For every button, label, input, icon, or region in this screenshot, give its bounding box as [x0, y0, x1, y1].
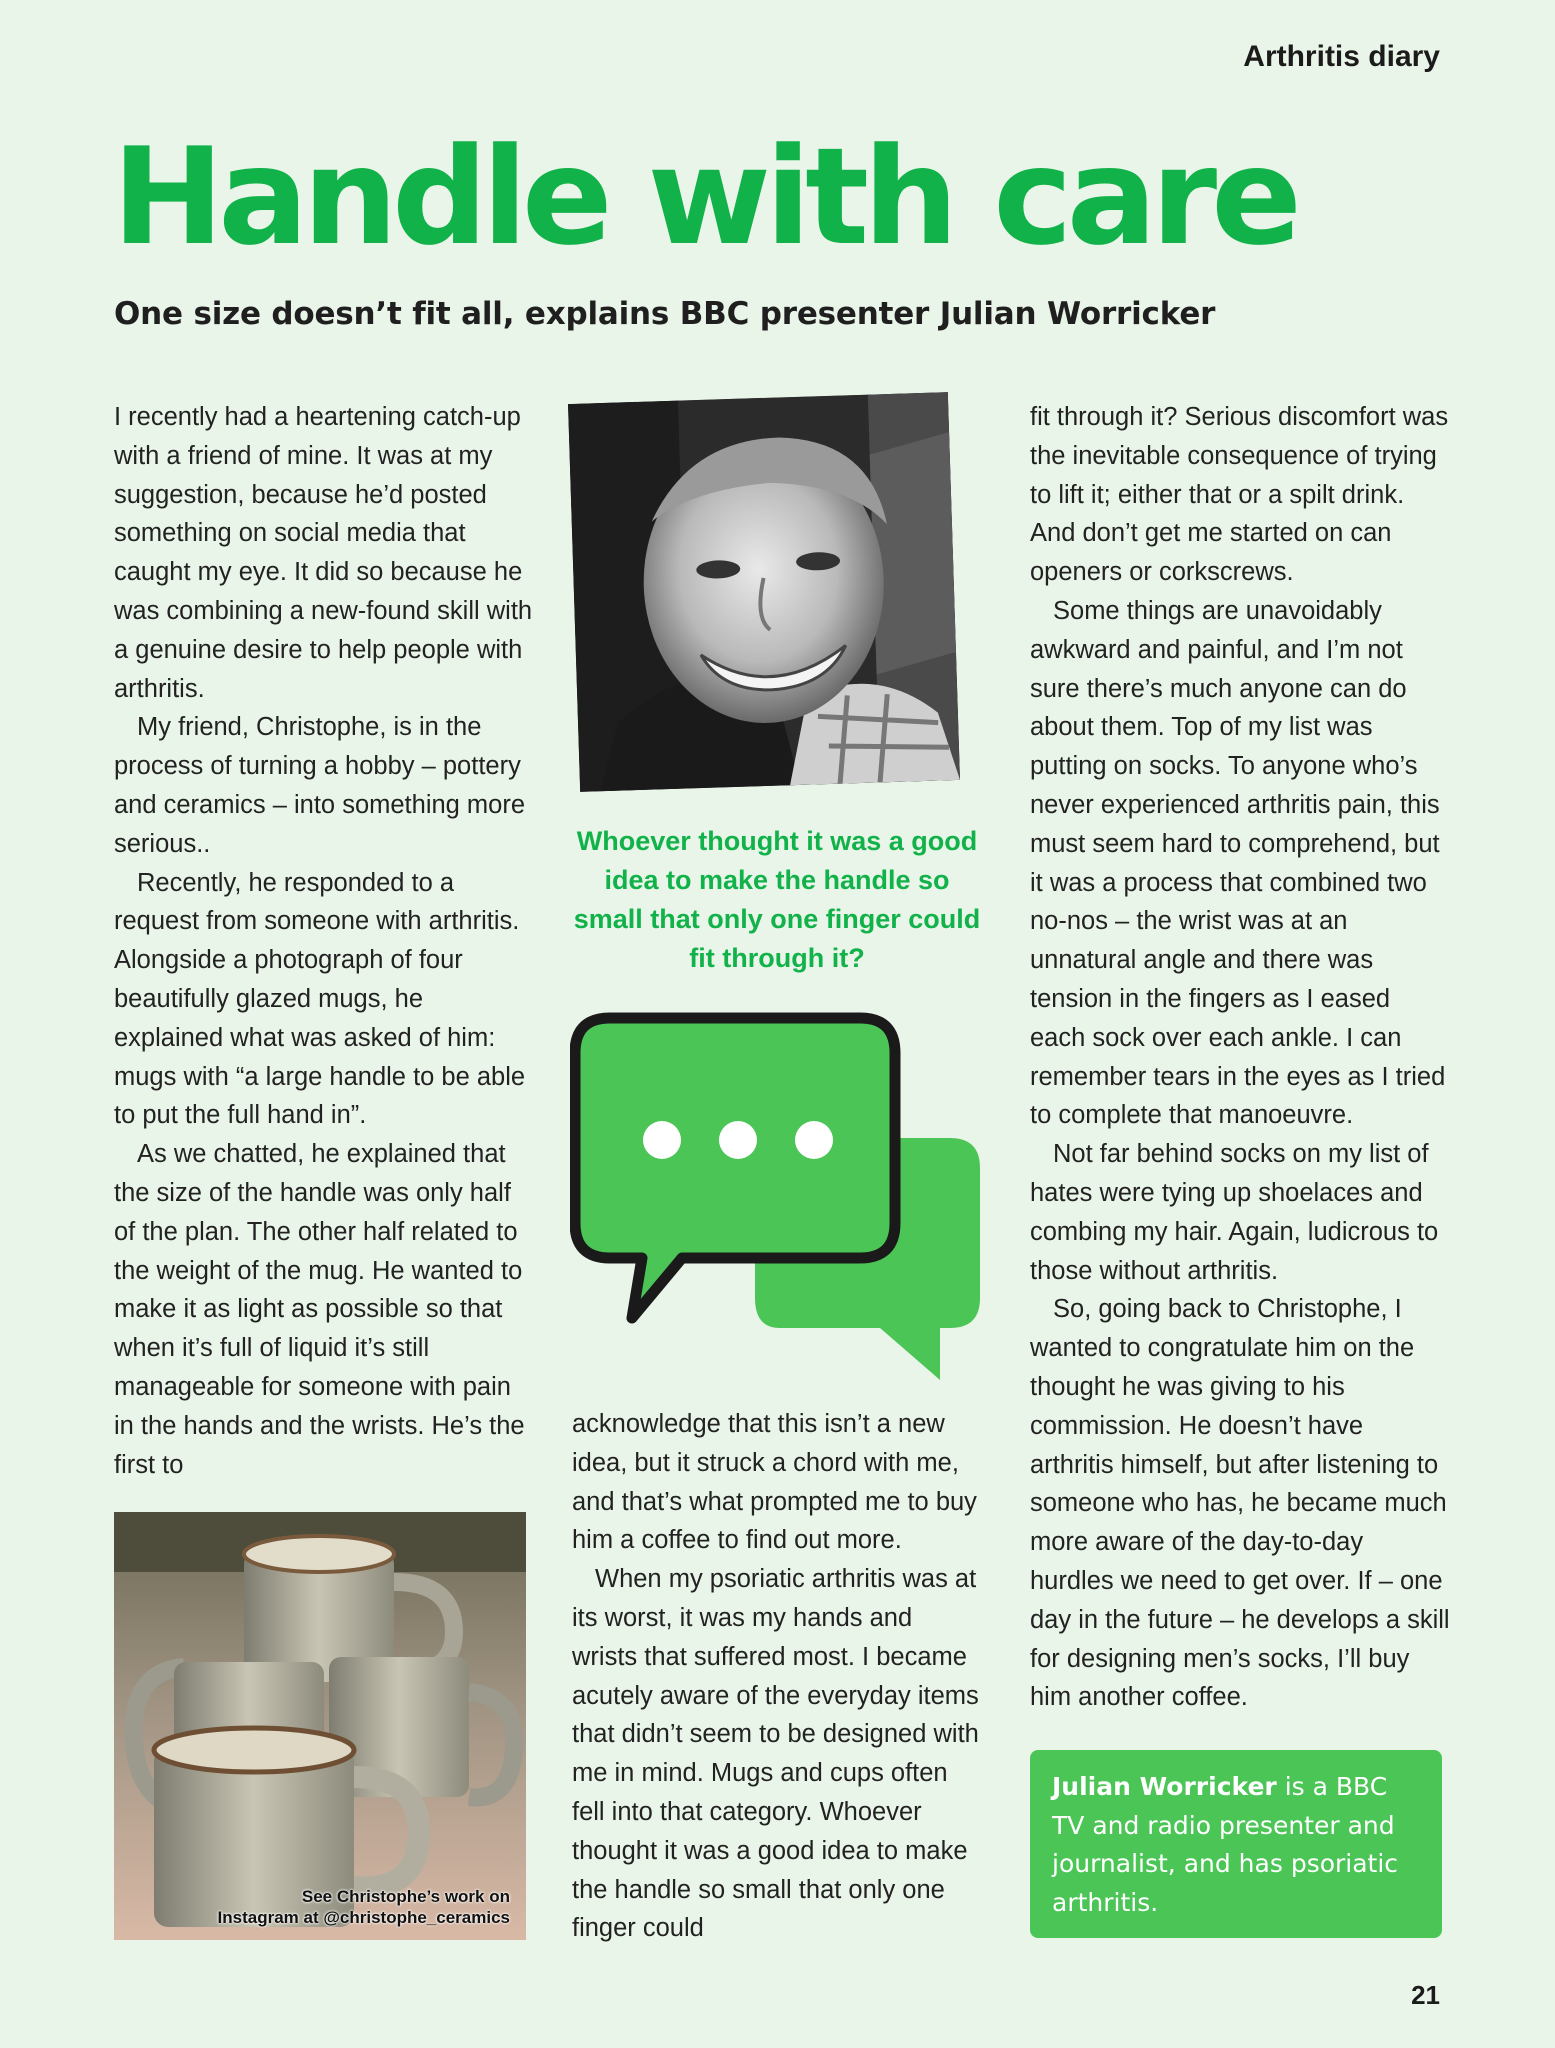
article-column-1: [114, 398, 534, 1484]
portrait-image: [568, 392, 960, 792]
section-label: Arthritis diary: [1243, 40, 1440, 73]
article-column-3: [1030, 398, 1450, 1717]
paragraph: acknowledge that this isn’t a new idea, but it struck a chord with me, and that’s what prompted me to buy him a coffee to find out more.: [572, 1410, 977, 1555]
paragraph: Some things are unavoidably awkward and painful, and I’m not sure there’s much anyone can do about them. Top of my list was putting on socks. To anyone who’s never experienced arthritis pain, this must seem hard to comprehend, but it was a process that combined two no-nos – the wrist was at an unnatural angle and there was tension in the fingers as I eased each sock over each ankle. I can remember tears in the eyes as I tried to complete that manoeuvre.: [1030, 596, 1446, 1130]
pull-quote: Whoever thought it was a good idea to make the handle so small that only one finger could fit through it?: [573, 826, 981, 973]
page-number: 21: [1411, 1980, 1440, 2010]
mugs-photo: [114, 1512, 526, 1940]
author-bio-box: [1030, 1750, 1442, 1938]
paragraph: I recently had a heartening catch-up with a friend of mine. It was at my suggestion, because he’d posted something on social media that caught my eye. It did so because he was combining a new-found skill with a genuine desire to help people with arthritis.: [114, 403, 533, 703]
photo-caption: [218, 1886, 510, 1928]
standfirst: One size doesn’t fit all, explains BBC presenter Julian Worricker: [114, 296, 1216, 332]
author-bio-text: is a BBC TV and radio presenter and journalist, and has psoriatic arthritis.: [1052, 1772, 1399, 1917]
paragraph: As we chatted, he explained that the size of the handle was only half of the plan. The other half related to the weight of the mug. He wanted to make it as light as possible so that when it’s full of liquid it’s still manageable for someone with pain in the hands and the wrists. He’s the first to: [114, 1140, 525, 1479]
caption-line: See Christophe’s work on: [301, 1887, 510, 1906]
paragraph: So, going back to Christophe, I wanted to congratulate him on the thought he was giving to his commission. He doesn’t have arthritis himself, but after listening to someone who has, he became much more aware of the day-to-day hurdles we need to get over. If – one day in the future – he develops a skill for designing men’s socks, I’ll buy him another coffee.: [1030, 1295, 1450, 1712]
caption-line: Instagram at @christophe_ceramics: [217, 1908, 510, 1927]
paragraph: When my psoriatic arthritis was at its worst, it was my hands and wrists that suffered most. I became acutely aware of the everyday items that didn’t seem to be designed with me in mind. Mugs and cups often fell into that category. Whoever thought it was a good idea to make the handle so small that only one finger could: [572, 1565, 979, 1943]
speech-bubbles-icon: [570, 1008, 990, 1388]
article-column-2: [572, 1405, 982, 1948]
mugs-image: [114, 1512, 526, 1940]
paragraph: Not far behind socks on my list of hates were tying up shoelaces and combing my hair. Again, ludicrous to those without arthritis.: [1030, 1140, 1439, 1285]
paragraph: Recently, he responded to a request from someone with arthritis. Alongside a photograph of four beautifully glazed mugs, he explained what was asked of him: mugs with “a large handle to be able to put the full hand in”.: [114, 868, 526, 1130]
page-title: Handle with care: [112, 119, 1297, 275]
paragraph: fit through it? Serious discomfort was the inevitable consequence of trying to lift it; either that or a spilt drink. And don’t get me started on can openers or corkscrews.: [1030, 403, 1449, 587]
author-name: Julian Worricker: [1052, 1772, 1277, 1801]
portrait-photo: [568, 392, 960, 792]
paragraph: My friend, Christophe, is in the process of turning a hobby – pottery and ceramics – into something more serious..: [114, 713, 526, 858]
